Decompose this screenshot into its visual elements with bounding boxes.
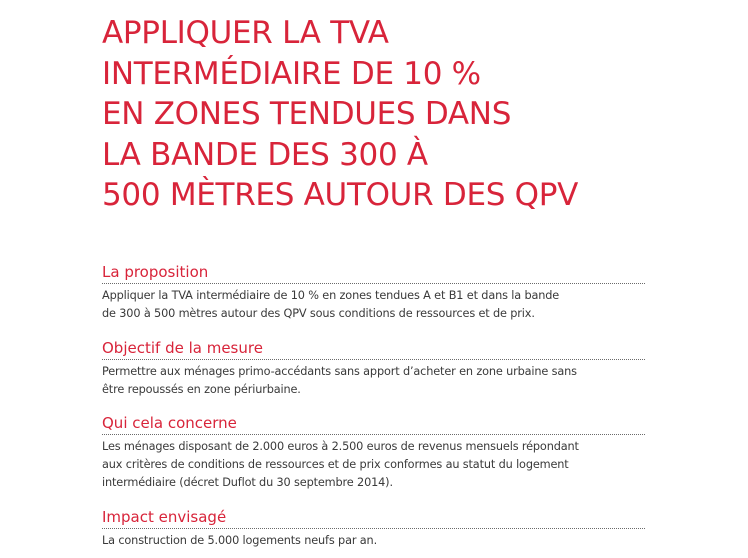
- page-title: [102, 13, 702, 216]
- body-line: Les ménages disposant de 2.000 euros à 2.500 euros de revenus mensuels répondant: [102, 440, 579, 453]
- title-line: APPLIQUER LA TVA: [102, 15, 389, 51]
- section-body: [102, 287, 645, 323]
- body-line: Appliquer la TVA intermédiaire de 10 % en zones tendues A et B1 et dans la bande: [102, 289, 560, 302]
- title-line: EN ZONES TENDUES DANS: [102, 96, 512, 132]
- section-body: [102, 363, 645, 399]
- section-concerne: [102, 414, 645, 492]
- section-proposition: [102, 263, 645, 323]
- section-heading: La proposition: [102, 263, 209, 281]
- body-line: aux critères de conditions de ressources et de prix conformes au statut du logement: [102, 458, 569, 471]
- body-line: La construction de 5.000 logements neufs par an.: [102, 534, 378, 547]
- dotted-divider: [102, 434, 645, 435]
- section-heading: Impact envisagé: [102, 508, 227, 526]
- section-impact: [102, 508, 645, 550]
- dotted-divider: [102, 359, 645, 360]
- body-line: de 300 à 500 mètres autour des QPV sous conditions de ressources et de prix.: [102, 307, 535, 320]
- title-line: LA BANDE DES 300 À: [102, 136, 428, 173]
- title-line: 500 MÈTRES AUTOUR DES QPV: [102, 177, 579, 213]
- section-objectif: [102, 339, 645, 399]
- body-line: Permettre aux ménages primo-accédants sans apport d’acheter en zone urbaine sans: [102, 365, 577, 378]
- body-line: intermédiaire (décret Duflot du 30 septembre 2014).: [102, 476, 393, 489]
- section-heading: Objectif de la mesure: [102, 339, 263, 357]
- section-heading: Qui cela concerne: [102, 414, 237, 432]
- title-line: INTERMÉDIAIRE DE 10 %: [102, 55, 481, 92]
- dotted-divider: [102, 528, 645, 529]
- body-line: être repoussés en zone périurbaine.: [102, 383, 301, 396]
- section-body: [102, 438, 645, 492]
- dotted-divider: [102, 283, 645, 284]
- section-body: [102, 532, 645, 550]
